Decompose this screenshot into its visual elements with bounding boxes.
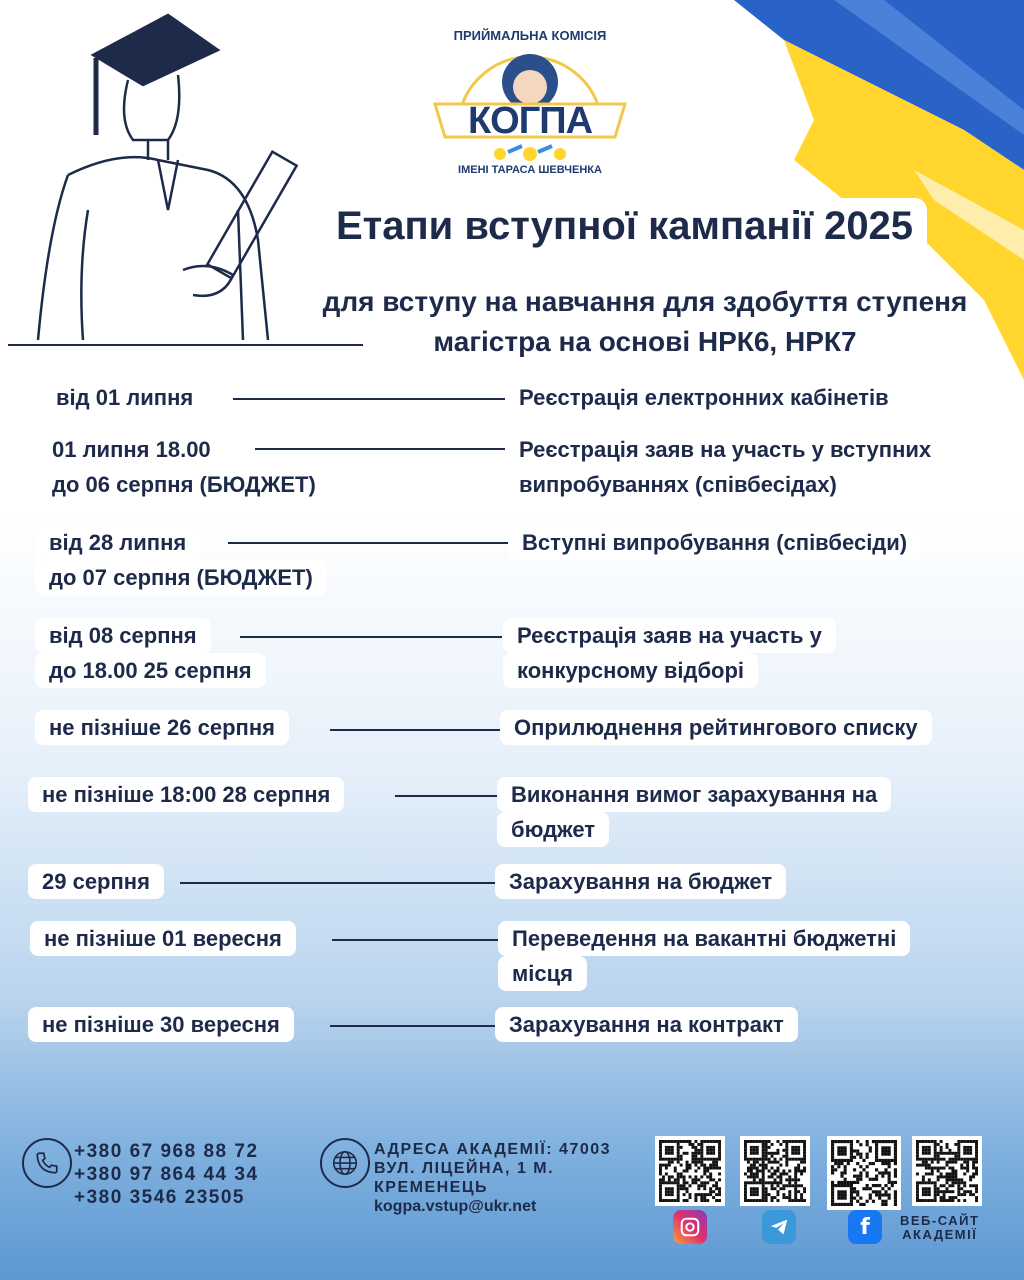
stage-date-line: від 08 серпня	[35, 618, 211, 653]
stage-event	[505, 380, 903, 415]
stage-event	[500, 710, 932, 745]
email-link[interactable]: kogpa.vstup@ukr.net	[374, 1198, 537, 1215]
telegram-icon[interactable]	[762, 1210, 796, 1244]
stage-date	[38, 432, 330, 502]
page-subtitle	[280, 282, 1010, 362]
subtitle-line: магістра на основі НРК6, НРК7	[427, 326, 862, 357]
phone-number[interactable]: +380 97 864 44 34	[74, 1164, 259, 1185]
stage-date	[35, 710, 289, 745]
stage-date	[35, 525, 327, 595]
stage-event-line: Оприлюднення рейтингового списку	[500, 710, 932, 745]
phone-number[interactable]: +380 3546 23505	[74, 1187, 245, 1208]
stage-event-line: Реєстрація заяв на участь у	[503, 618, 836, 653]
stage-date-line: не пізніше 30 вересня	[28, 1007, 294, 1042]
subtitle-line: для вступу на навчання для здобуття ступеня	[317, 286, 974, 317]
instagram-icon[interactable]	[673, 1210, 707, 1244]
stage-event-line: конкурсному відборі	[503, 653, 758, 688]
stage-date	[28, 864, 164, 899]
phone-icon	[22, 1138, 72, 1188]
website-qr-code[interactable]	[912, 1136, 982, 1206]
instagram-qr-code[interactable]	[655, 1136, 725, 1206]
stage-event-line: Реєстрація заяв на участь у вступних	[505, 432, 945, 467]
connector-line	[233, 398, 505, 400]
stage-event-line: Реєстрація електронних кабінетів	[505, 380, 903, 415]
stage-date-line: не пізніше 26 серпня	[35, 710, 289, 745]
logo-bottom-text: ІМЕНІ ТАРАСА ШЕВЧЕНКА	[458, 164, 602, 176]
stage-event-line: Вступні випробування (співбесіди)	[508, 525, 921, 560]
address-line: АДРЕСА АКАДЕМІЇ: 47003	[374, 1141, 612, 1158]
stage-date-line: від 28 липня	[35, 525, 200, 560]
stage-date-line: 01 липня 18.00	[38, 432, 225, 467]
stage-date	[30, 921, 296, 956]
stage-date-line: не пізніше 01 вересня	[30, 921, 296, 956]
telegram-qr-code[interactable]	[740, 1136, 810, 1206]
logo-name: КОГПА	[467, 100, 593, 142]
stage-date	[28, 777, 344, 812]
address-line: ВУЛ. ЛІЦЕЙНА, 1 М.	[374, 1160, 555, 1177]
website-label-line: АКАДЕМІЇ	[902, 1227, 978, 1242]
stage-event-line: Переведення на вакантні бюджетні	[498, 921, 910, 956]
phone-list	[74, 1140, 259, 1209]
page-title: Етапи вступної кампанії 2025	[322, 198, 927, 255]
connector-line	[330, 729, 500, 731]
website-label	[900, 1214, 979, 1242]
facebook-icon[interactable]: f	[848, 1210, 882, 1244]
stage-date	[35, 618, 266, 688]
connector-line	[240, 636, 502, 638]
stage-date-line: від 01 липня	[42, 380, 207, 415]
connector-line	[330, 1025, 495, 1027]
stage-date-line: до 18.00 25 серпня	[35, 653, 266, 688]
globe-icon	[320, 1138, 370, 1188]
stage-date-line: 29 серпня	[28, 864, 164, 899]
kogpa-logo	[430, 12, 630, 187]
stage-event-line: Виконання вимог зарахування на	[497, 777, 891, 812]
stage-event	[498, 921, 910, 991]
connector-line	[332, 939, 498, 941]
stage-date	[28, 1007, 294, 1042]
stage-event-line: Зарахування на бюджет	[495, 864, 786, 899]
stage-event	[495, 1007, 798, 1042]
stage-event	[497, 777, 891, 847]
stage-date	[42, 380, 207, 415]
address-block	[374, 1140, 611, 1216]
stage-event-line: Зарахування на контракт	[495, 1007, 798, 1042]
stage-event-line: випробуваннях (співбесідах)	[505, 467, 851, 502]
stage-event	[503, 618, 836, 688]
website-label-line: ВЕБ-САЙТ	[900, 1213, 980, 1228]
stage-event	[508, 525, 921, 560]
stage-date-line: до 06 серпня (БЮДЖЕТ)	[38, 467, 330, 502]
stage-date-line: до 07 серпня (БЮДЖЕТ)	[35, 560, 327, 595]
facebook-qr-code[interactable]	[827, 1136, 901, 1210]
connector-line	[180, 882, 495, 884]
stage-event-line: бюджет	[497, 812, 609, 847]
phone-number[interactable]: +380 67 968 88 72	[74, 1141, 259, 1162]
logo-top-text: ПРИЙМАЛЬНА КОМІСІЯ	[453, 28, 607, 43]
stage-date-line: не пізніше 18:00 28 серпня	[28, 777, 344, 812]
stage-event	[495, 864, 786, 899]
stage-event	[505, 432, 945, 502]
address-line: КРЕМЕНЕЦЬ	[374, 1179, 489, 1196]
connector-line	[395, 795, 497, 797]
stage-event-line: місця	[498, 956, 587, 991]
